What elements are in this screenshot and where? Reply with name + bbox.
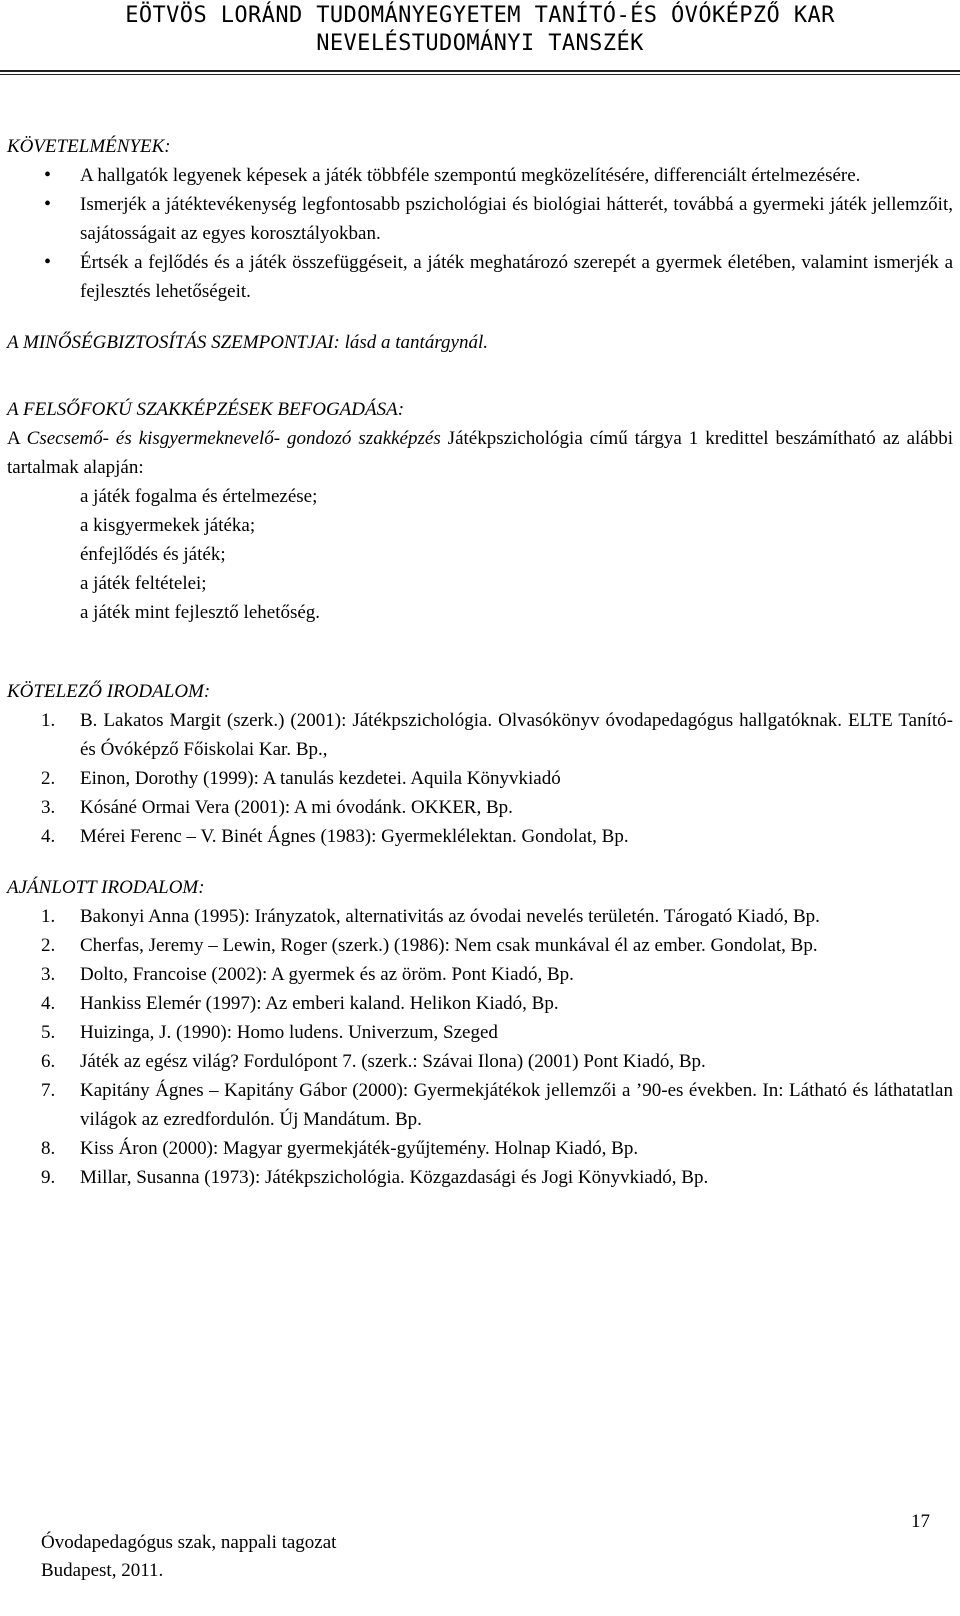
- page-footer: [41, 1529, 336, 1585]
- reference-item: 3. Dolto, Francoise (2002): A gyermek és az öröm. Pont Kiadó, Bp.: [41, 964, 574, 985]
- acceptance-topics: [7, 482, 953, 627]
- requirements-title: KÖVETELMÉNYEK:: [7, 136, 171, 157]
- requirement-item: • Értsék a fejlődés és a játék összefüggéseit, a játék meghatározó szerepét a gyermek életében, valamint ismerjék a fejlesztés lehetőségeit.: [7, 248, 953, 306]
- acceptance-intro: [7, 424, 953, 482]
- recommended-reading-list: [7, 902, 953, 1192]
- recommended-reading-title: AJÁNLOTT IRODALOM:: [7, 877, 205, 898]
- reference-item: 7. Kapitány Ágnes – Kapitány Gábor (2000): Gyermekjátékok jellemzői a ’90-es években. In: Látható és láthatatlan világok az ezredfordulón. Új Mandátum. Bp.: [41, 1080, 953, 1130]
- reference-item: 5. Huizinga, J. (1990): Homo ludens. Univerzum, Szeged: [41, 1022, 498, 1043]
- topic-item: énfejlődés és játék;: [80, 544, 226, 565]
- reference-item: 2. Cherfas, Jeremy – Lewin, Roger (szerk.) (1986): Nem csak munkával él az ember. Gondolat, Bp.: [41, 935, 818, 956]
- reference-item: 9. Millar, Susanna (1973): Játékpszichológia. Közgazdasági és Jogi Könyvkiadó, Bp.: [41, 1167, 709, 1188]
- footer-program: Óvodapedagógus szak, nappali tagozat: [41, 1532, 337, 1553]
- header-rule-thin: [0, 74, 960, 75]
- reference-item: 3. Kósáné Ormai Vera (2001): A mi óvodánk. OKKER, Bp.: [41, 797, 513, 818]
- intro-text-a: A: [7, 428, 27, 449]
- requirements-list: [7, 161, 953, 306]
- reference-item: 2. Einon, Dorothy (1999): A tanulás kezdetei. Aquila Könyvkiadó: [41, 768, 561, 789]
- header-rule: [0, 70, 960, 72]
- header-department: NEVELÉSTUDOMÁNYI TANSZÉK: [316, 31, 644, 56]
- header-institution: EÖTVÖS LORÁND TUDOMÁNYEGYETEM TANÍTÓ-ÉS ÓVÓKÉPZŐ KAR: [125, 3, 835, 28]
- requirement-item: • A hallgatók legyenek képesek a játék többféle szempontú megközelítésére, differenciált értelmezésére.: [7, 161, 953, 190]
- topic-item: a játék fogalma és értelmezése;: [80, 486, 318, 507]
- intro-text-b: Játékpszichológia című tárgya 1 kredittel beszámítható az alábbi tartalmak alapján:: [7, 428, 953, 478]
- reference-item: 1. B. Lakatos Margit (szerk.) (2001): Játékpszichológia. Olvasókönyv óvodapedagógus hallgatóknak. ELTE Tanító- és Óvóképző Főiskolai Kar. Bp.,: [41, 710, 953, 760]
- page-header: [0, 2, 960, 58]
- footer-place-date: Budapest, 2011.: [41, 1560, 164, 1581]
- topic-item: a játék feltételei;: [80, 573, 207, 594]
- requirement-item: • Ismerjék a játéktevékenység legfontosabb pszichológiai és biológiai hátterét, továbbá a gyermeki játék jellemzőit, sajátosságait az egyes korosztályokban.: [7, 190, 953, 248]
- reference-item: 6. Játék az egész világ? Fordulópont 7. (szerk.: Szávai Ilona) (2001) Pont Kiadó, Bp.: [41, 1051, 706, 1072]
- page-number: 17: [911, 1511, 930, 1532]
- topic-item: a kisgyermekek játéka;: [80, 515, 256, 536]
- intro-course-name: Csecsemő- és kisgyermeknevelő- gondozó szakképzés: [26, 428, 441, 449]
- quality-assurance-note: A MINŐSÉGBIZTOSÍTÁS SZEMPONTJAI: lásd a tantárgynál.: [7, 332, 488, 353]
- reference-item: 1. Bakonyi Anna (1995): Irányzatok, alternativitás az óvodai nevelés területén. Tárogató Kiadó, Bp.: [41, 906, 820, 927]
- reference-item: 4. Hankiss Elemér (1997): Az emberi kaland. Helikon Kiadó, Bp.: [41, 993, 559, 1014]
- required-reading-title: KÖTELEZŐ IRODALOM:: [7, 681, 211, 702]
- reference-item: 4. Mérei Ferenc – V. Binét Ágnes (1983): Gyermeklélektan. Gondolat, Bp.: [41, 826, 629, 847]
- acceptance-title: A FELSŐFOKÚ SZAKKÉPZÉSEK BEFOGADÁSA:: [7, 399, 405, 420]
- required-reading-list: [7, 706, 953, 851]
- topic-item: a játék mint fejlesztő lehetőség.: [80, 602, 321, 623]
- reference-item: 8. Kiss Áron (2000): Magyar gyermekjáték-gyűjtemény. Holnap Kiadó, Bp.: [41, 1138, 639, 1159]
- page-content: [7, 132, 953, 1192]
